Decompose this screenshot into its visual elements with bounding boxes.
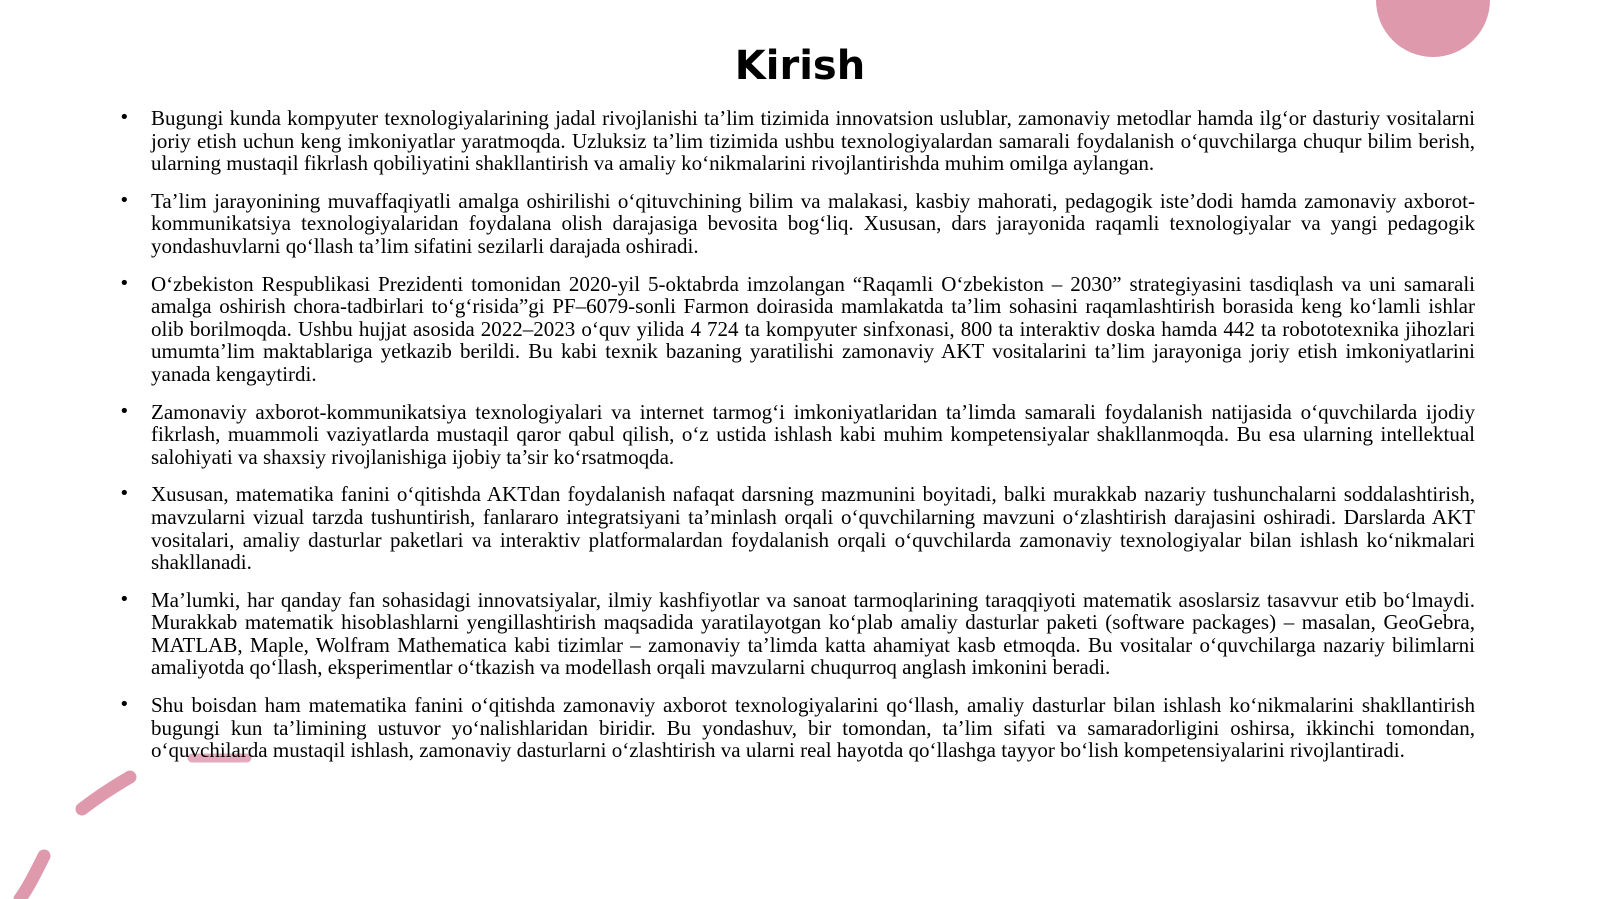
- bullet-dot-icon: •: [119, 272, 130, 294]
- pink-brush-stroke-decoration: [20, 856, 44, 899]
- bullet-dot-icon: •: [119, 483, 130, 505]
- bullet-dot-icon: •: [119, 694, 130, 716]
- bullet-text: Ma’lumki, har qanday fan sohasidagi innovatsiyalar, ilmiy kashfiyotlar va sanoat tarmoqlarining taraqqiyoti matematik asoslarsiz tasavvur etib bo‘lmaydi. Murakkab matematik hisoblashlarni yengillashtirish maqsadida yaratilayotgan ko‘plab amaliy dasturlar paketi (software packages) – masalan, GeoGebra, MATLAB, Maple, Wolfram Mathematica kabi tizimlar – zamonaviy ta’limda katta ahamiyat kasb etmoqda. Bu vositalar o‘quvchilarga nazariy bilimlarni amaliyotda qo‘llash, eksperimentlar o‘tkazish va modellash orqali mavzularni chuqurroq anglash imkonini beradi.: [151, 587, 1475, 680]
- slide-title: Kirish: [734, 43, 866, 89]
- bullet-dot-icon: •: [119, 400, 130, 422]
- bullet-item: [119, 399, 1475, 469]
- bullet-item: [119, 188, 1475, 258]
- pink-brush-stroke-decoration: [82, 777, 130, 809]
- bullet-list: [119, 106, 1475, 777]
- bullet-dot-icon: •: [119, 107, 130, 128]
- bullet-dot-icon: •: [119, 588, 130, 610]
- bullet-item: [119, 693, 1475, 763]
- bullet-item: [119, 587, 1475, 680]
- bullet-item: [119, 106, 1475, 176]
- bullet-item: [119, 482, 1475, 575]
- bullet-item: [119, 271, 1475, 386]
- bullet-text: O‘zbekiston Respublikasi Prezidenti tomonidan 2020-yil 5-oktabrda imzolangan “Raqamli O‘zbekiston – 2030” strategiyasini tasdiqlash va uni samarali amalga oshirish chora-tadbirlari to‘g‘risida”gi PF–6079-sonli Farmon doirasida mamlakatda ta’lim sohasini raqamlashtirish borasida keng ko‘lamli ishlar olib borilmoqda. Ushbu hujjat asosida 2022–2023 o‘quv yilida 4 724 ta kompyuter sinfxonasi, 800 ta interaktiv doska hamda 442 ta robototexnika jihozlari umumta’lim maktablariga yetkazib berildi. Bu kabi texnik bazaning yaratilishi zamonaviy AKT vositalarini ta’lim jarayoniga joriy etish imkoniyatlarini yanada kengaytirdi.: [151, 271, 1475, 386]
- bullet-text: Bugungi kunda kompyuter texnologiyalarining jadal rivojlanishi ta’lim tizimida innovatsion uslublar, zamonaviy metodlar hamda ilg‘or dasturiy vositalarni joriy etish uchun keng imkoniyatlar yaratmoqda. Uzluksiz ta’lim tizimida ushbu texnologiyalardan samarali foydalanish o‘quvchilarga chuqur bilim berish, ularning mustaqil fikrlash qobiliyatini shakllantirish va amaliy ko‘nikmalarini rivojlantirishda muhim omilga aylangan.: [151, 106, 1475, 176]
- bullet-text: Ta’lim jarayonining muvaffaqiyatli amalga oshirilishi o‘qituvchining bilim va malakasi, kasbiy mahorati, pedagogik iste’dodi hamda zamonaviy axborot-kommunikatsiya texnologiyalaridan foydalana olish darajasiga bevosita bog‘liq. Xususan, dars jarayonida raqamli texnologiyalar va yangi pedagogik yondashuvlarni qo‘llash ta’lim sifatini sezilarli darajada oshiradi.: [151, 188, 1475, 258]
- bullet-dot-icon: •: [119, 189, 130, 211]
- bullet-text: Shu boisdan ham matematika fanini o‘qitishda zamonaviy axborot texnologiyalarini qo‘llash, amaliy dasturlar bilan ishlash ko‘nikmalarini shakllantirish bugungi kun ta’limining ustuvor yo‘nalishlaridan biridir. Bu yondashuv, bir tomondan, ta’lim sifati va samaradorligini oshirsa, ikkinchi tomondan, o‘quvchilarda mustaqil ishlash, zamonaviy dasturlarni o‘zlashtirish va ularni real hayotda qo‘llashga tayyor bo‘lish kompetensiyalarini rivojlantiradi.: [151, 693, 1475, 763]
- bullet-text: Zamonaviy axborot-kommunikatsiya texnologiyalari va internet tarmog‘i imkoniyatlaridan ta’limda samarali foydalanish natijasida o‘quvchilarda ijodiy fikrlash, muammoli vaziyatlarda mustaqil qaror qabul qilish, o‘z ustida ishlash kabi muhim kompetensiyalar shakllanmoqda. Bu esa ularning intellektual salohiyati va shaxsiy rivojlanishiga ijobiy ta’sir ko‘rsatmoqda.: [151, 399, 1475, 469]
- bullet-text: Xususan, matematika fanini o‘qitishda AKTdan foydalanish nafaqat darsning mazmunini boyitadi, balki murakkab nazariy tushunchalarni soddalashtirish, mavzularni vizual tarzda tushuntirish, fanlararo integratsiyani ta’minlash orqali o‘quvchilarning mavzuni o‘zlashtirish darajasini oshiradi. Darslarda AKT vositalari, amaliy dasturlar paketlari va interaktiv platformalardan foydalanish orqali o‘quvchilarda zamonaviy texnologiyalar bilan ishlash ko‘nikmalari shakllanadi.: [151, 482, 1475, 575]
